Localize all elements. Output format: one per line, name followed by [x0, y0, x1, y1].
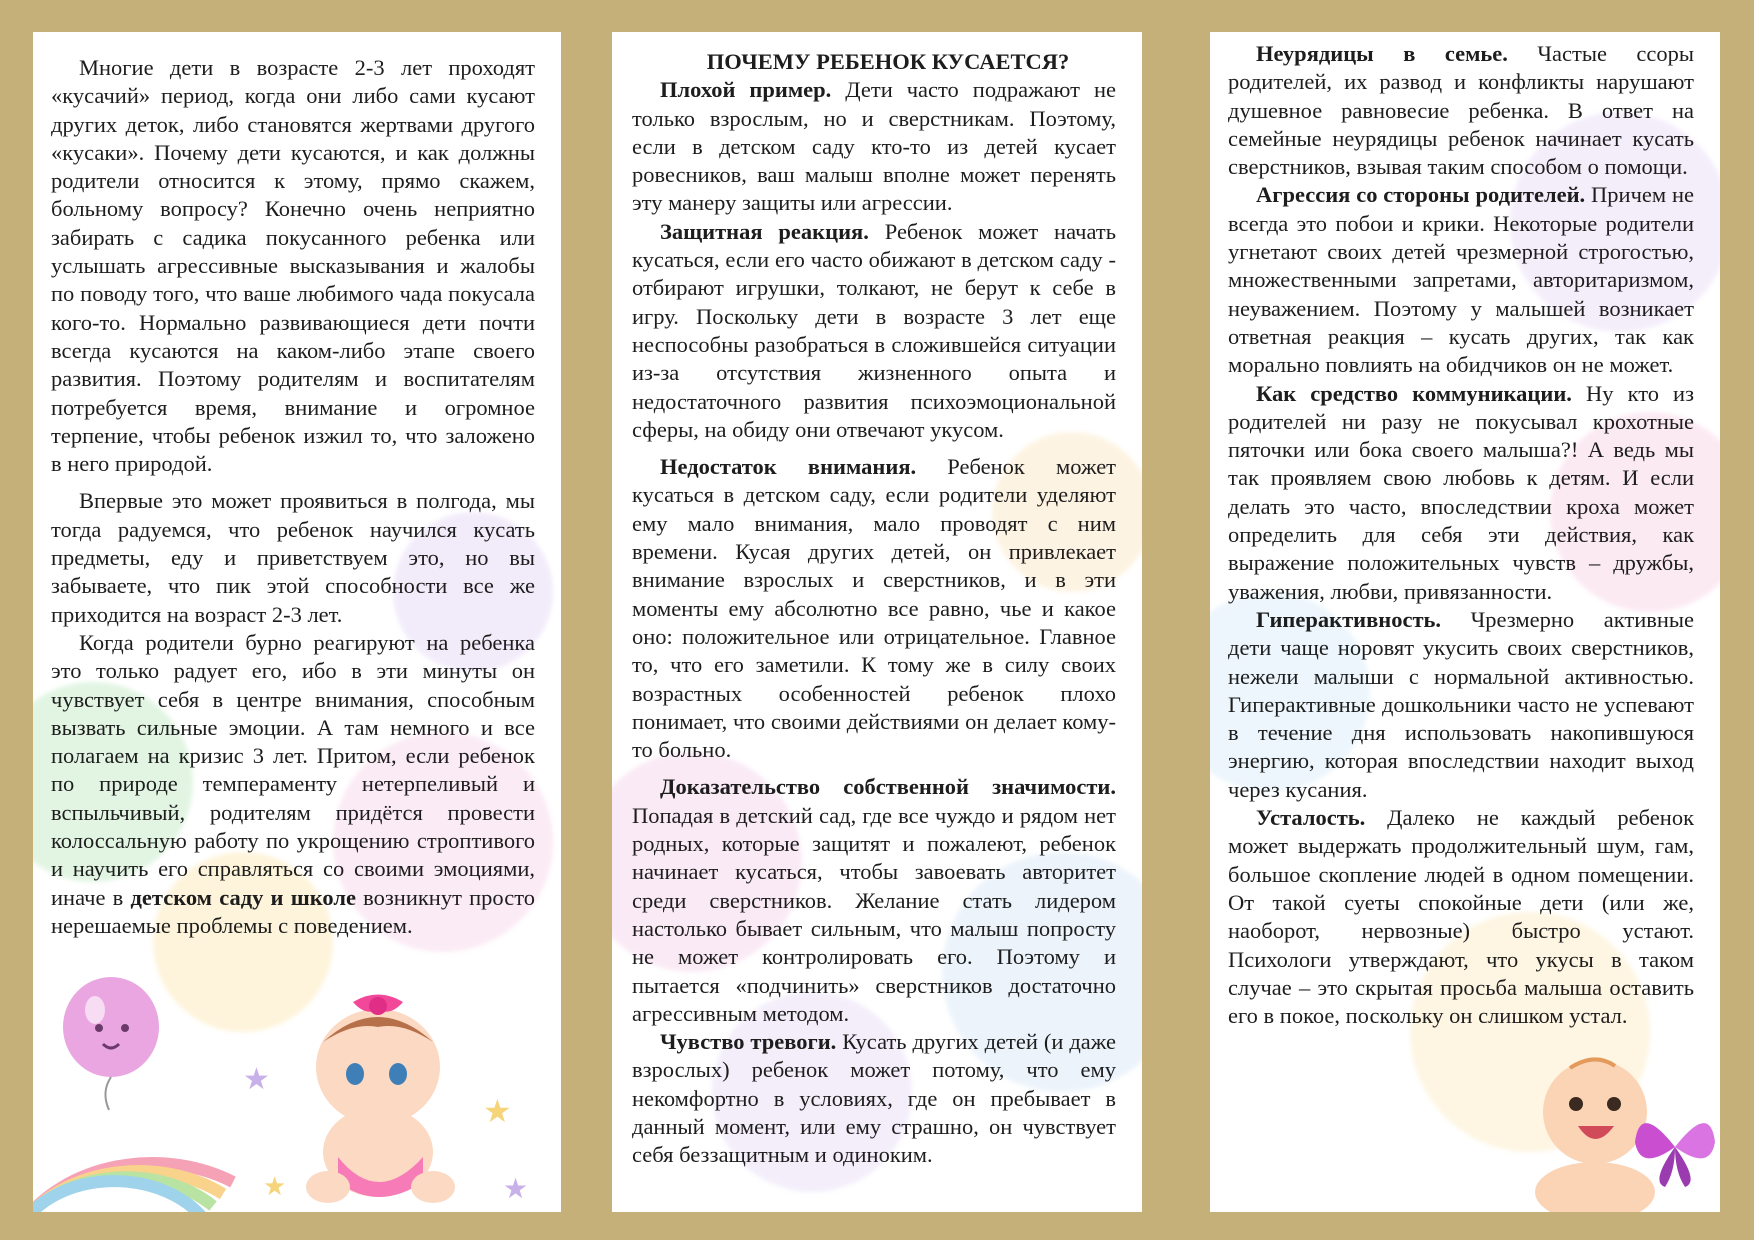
left-paragraph-2: Впервые это может проявиться в полгода, мы тогда радуемся, что ребенок научился кусать предметы, еду и приветствуем это, но вы забываете, что пик этой способности все же приходится на возраст 2-3 лет. [51, 488, 535, 627]
star-icons: ★ [483, 1093, 512, 1129]
right-column-text [1210, 32, 1720, 1030]
left-paragraph-1: Многие дети в возрасте 2-3 лет проходят «кусачий» период, когда они либо сами кусают других деток, либо становятся жертвами другого «кусаки». Почему дети кусаются, и как должны родители относится к этому, прямо скажем, больному вопросу? Конечно очень неприятно забирать с садика покусанного ребенка или услышать агрессивные высказывания и жалобы по поводу того, что ваше любимого чада покусала кого-то. Нормально развивающиеся дети почти всегда кусаются на каком-либо этапе своего развития. Поэтому родителям и воспитателям потребуется время, внимание и огромное терпение, чтобы ребенок изжил то, что заложено в него природой. [51, 55, 535, 477]
cause-item: Недостаток внимания. Ребенок может кусаться в детском саду, если родители уделяют ему мало внимания, мало проводят с ним времени. Кусая других детей, он привлекает внимание взрослых и сверстников, и в эти моменты ему абсолютно все равно, чье и какое оно: положительное или отрицательное. Главное то, что его заметили. К тому же в силу своих возрастных особенностей ребенок плохо понимает, что своими действиями он делает кому-то больно. [632, 454, 1117, 763]
cause-item: Гиперактивность. Чрезмерно активные дети чаще норовят укусить своих сверстников, нежели малыши с нормальной активностью. Гиперактивные дошкольники часто не успевают в течение дня использовать накопившуюся энергию, которая впоследствии находит выход через кусания. [1228, 606, 1694, 802]
left-column-text [33, 32, 561, 940]
panel-right [1210, 32, 1720, 1212]
balloon-illustration [51, 972, 171, 1112]
page-title: ПОЧЕМУ РЕБЕНОК КУСАЕТСЯ? [706, 49, 1070, 74]
star-icons: ★ [263, 1172, 287, 1201]
butterfly-illustration [1630, 1102, 1720, 1192]
cause-item: Чувство тревоги. Кусать других детей (и даже взрослых) ребенок может потому, что ему некомфортно в условиях, где он пребывает в данный момент, или ему страшно, он чувствует себя беззащитным и одиноким. [632, 1029, 1116, 1168]
cause-item: Как средство коммуникации. Ну кто из родителей ни разу не покусывал крохотные пяточки или бока своего малыша?! А ведь мы так проявляем свою любовь к детям. И если делать это часто, впоследствии кроха может определить для себя эти действия, как выражение положительных чувств – дружбы, уважения, любви, привязанности. [1228, 380, 1694, 604]
cause-item: Плохой пример. Дети часто подражают не только взрослым, но и сверстникам. Поэтому, если в детском саду кто-то из детей кусает ровесников, ваш малыш вполне может перенять эту манеру защиты или агрессии. [632, 77, 1116, 216]
panel-middle [612, 32, 1142, 1212]
baby-girl-illustration [283, 982, 493, 1212]
cause-item: Агрессия со стороны родителей. Причем не всегда это побои и крики. Некоторые родители угнетают своих детей чрезмерной строгостью, множественными запретами, авторитаризмом, неуважением. Поэтому у малышей возникает ответная реакция – кусать других, так как морально повлиять на обидчиков он не может. [1228, 182, 1695, 378]
panel-left [33, 32, 561, 1212]
cause-item: Неурядицы в семье. Частые ссоры родителей, их развод и конфликты нарушают душевное равновесие ребенка. В ответ на семейные неурядицы ребенок начинает кусать сверстников, взывая таким способом о помощи. [1228, 41, 1694, 180]
cause-item: Доказательство собственной значимости. Попадая в детский сад, где все чуждо и рядом нет родных, которые защитят и пожалеют, ребенок начинает кусаться, чтобы завоевать авторитет среди сверстников. Желание стать лидером настолько бывает сильным, что малыш попросту не может контролировать его. Поэтому и пытается «подчинить» сверстников достаточно агрессивным методом. [632, 774, 1116, 1026]
star-icons: ★ [243, 1063, 270, 1096]
cause-item: Усталость. Далеко не каждый ребенок может выдержать продолжительный шум, гам, большое скопление людей в одном помещении. От такой суеты спокойные дети (или же, наоборот, нервозные) быстро устают. Психологи утверждают, что укусы в таком случае – это скрытая просьба малыша оставить его в покое, поскольку он слишком устал. [1228, 805, 1694, 1029]
middle-column-text [612, 32, 1142, 1170]
cause-item: Защитная реакция. Ребенок может начать кусаться, если его часто обижают в детском саду - отбирают игрушки, толкают, не берут к себе в игру. Поскольку дети в возрасте 3 лет еще неспособны разобраться в сложившейся ситуации из-за отсутствия жизненного опыта и недостаточного развития психоэмоциональной сферы, на обиду они отвечают укусом. [632, 218, 1116, 442]
left-paragraph-3: Когда родители бурно реагируют на ребенка это только радует его, ибо в эти минуты он чувствует себя в центре внимания, способным вызвать сильные эмоции. А там немного и все полагаем на кризис 3 лет. Притом, если ребенок по природе темпераменту нетерпеливый и вспыльчивый, родителям придётся провести колоссальную работу по укрощению строптивого и научить его справляться со своими эмоциями, иначе в детском саду и школе возникнут просто нерешаемые проблемы с поведением. [51, 629, 535, 938]
star-icons: ★ [503, 1174, 529, 1205]
